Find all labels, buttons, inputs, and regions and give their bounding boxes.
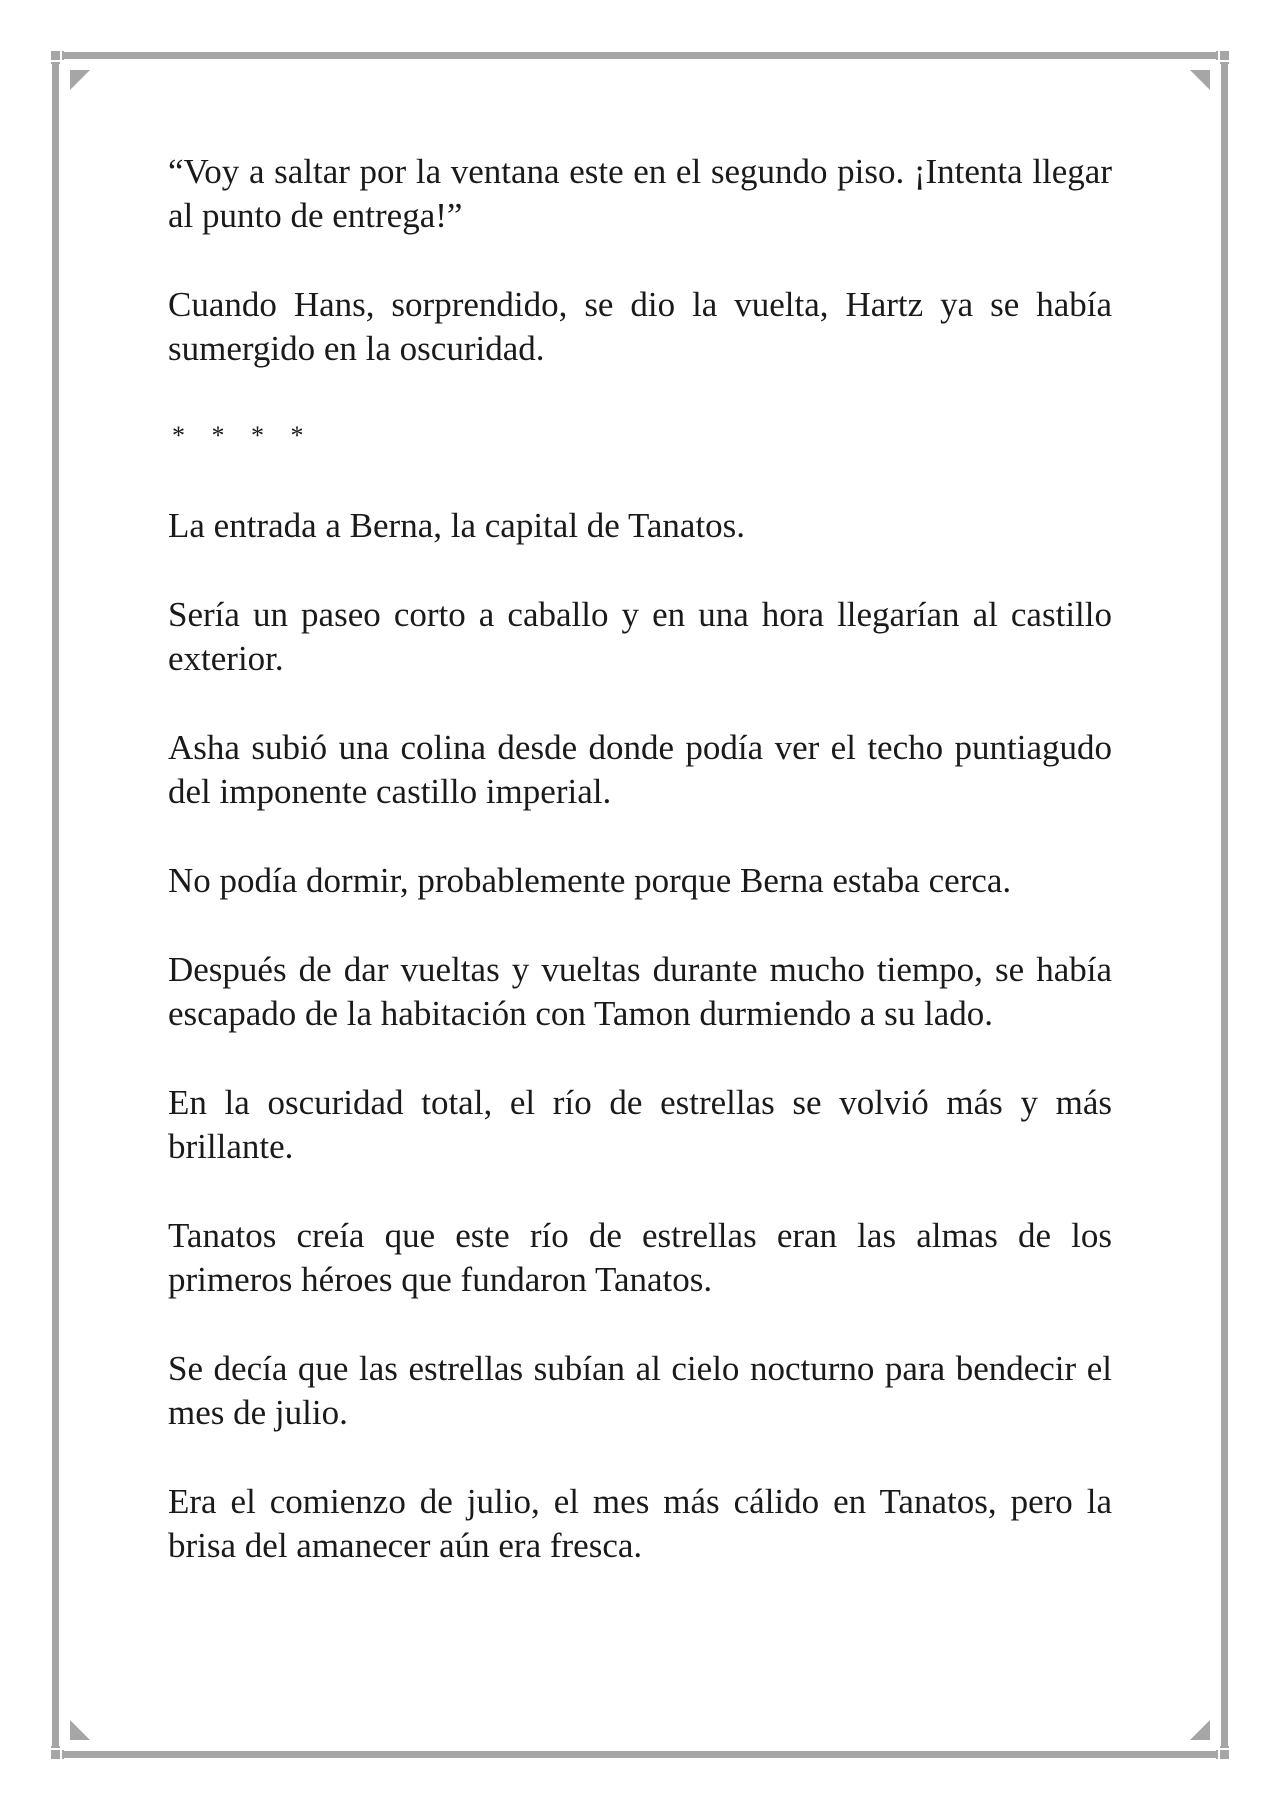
paragraph: Cuando Hans, sorprendido, se dio la vuelta, Hartz ya se había sumergido en la oscuridad.	[168, 285, 1112, 368]
document-body	[168, 150, 1112, 1613]
border-bottom	[64, 1751, 1216, 1758]
corner-triangle-tr	[1190, 70, 1210, 90]
paragraph: Era el comienzo de julio, el mes más cálido en Tanatos, pero la brisa del amanecer aún era fresca.	[168, 1482, 1112, 1565]
border-right	[1221, 64, 1228, 1746]
paragraph: Sería un paseo corto a caballo y en una hora llegarían al castillo exterior.	[168, 595, 1112, 678]
corner-triangle-tl	[70, 70, 90, 90]
corner-square-bl	[51, 1750, 60, 1759]
paragraph: En la oscuridad total, el río de estrellas se volvió más y más brillante.	[168, 1083, 1112, 1166]
border-top	[64, 52, 1216, 59]
paragraph: Tanatos creía que este río de estrellas eran las almas de los primeros héroes que fundaron Tanatos.	[168, 1216, 1112, 1299]
border-left	[52, 64, 59, 1746]
corner-triangle-br	[1190, 1720, 1210, 1740]
paragraph: La entrada a Berna, la capital de Tanatos.	[168, 506, 746, 545]
corner-square-br	[1220, 1750, 1229, 1759]
paragraph: Después de dar vueltas y vueltas durante mucho tiempo, se había escapado de la habitación con Tamon durmiendo a su lado.	[168, 950, 1112, 1033]
corner-square-tl	[51, 51, 60, 60]
paragraph: Se decía que las estrellas subían al cielo nocturno para bendecir el mes de julio.	[168, 1349, 1112, 1432]
paragraph: Asha subió una colina desde donde podía ver el techo puntiagudo del imponente castillo imperial.	[168, 728, 1112, 811]
paragraph: “Voy a saltar por la ventana este en el segundo piso. ¡Intenta llegar al punto de entrega!”	[168, 152, 1112, 235]
paragraph: No podía dormir, probablemente porque Berna estaba cerca.	[168, 861, 1012, 900]
corner-triangle-bl	[70, 1720, 90, 1740]
scene-separator: * * * *	[172, 421, 314, 450]
corner-square-tr	[1220, 51, 1229, 60]
